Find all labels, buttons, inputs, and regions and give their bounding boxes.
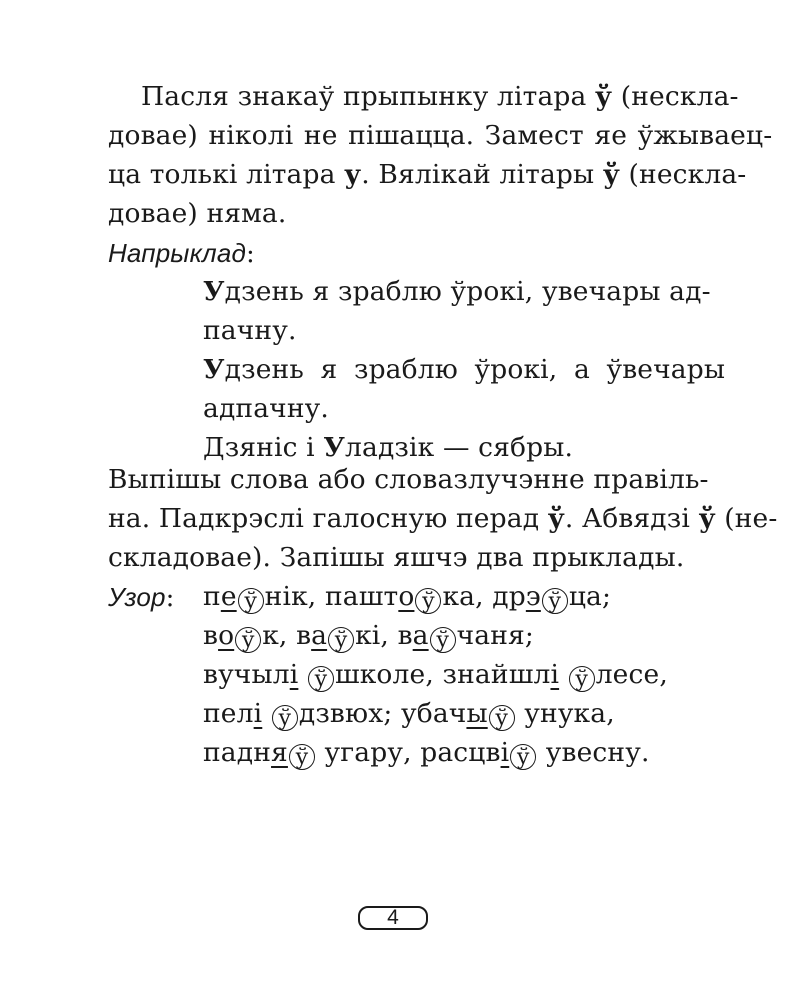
example-line-2: пачну. [203,315,297,346]
letter-u-short: ў [602,159,620,190]
task-line-1: Выпішы слова або словазлучэнне правіль- [108,464,709,495]
underlined-vowel: а [412,620,429,651]
page-number: 4 [358,906,428,930]
underlined-vowel: і [550,659,560,690]
underlined-vowel: і [253,698,263,729]
letter-u: у [344,159,362,190]
rule-line-4: довае) няма. [108,198,287,229]
circled-letter: ў [430,627,456,653]
underlined-vowel: я [271,737,288,768]
circled-letter: ў [415,588,441,614]
circled-letter: ў [272,705,298,731]
underlined-vowel: і [289,659,299,690]
circled-letter: ў [308,666,334,692]
example-label: Напрыклад: [108,238,255,269]
task-line-2: на. Падкрэслі галосную перад ў. Абвядзі ў (не- [108,503,778,534]
underlined-vowel: і [500,737,510,768]
circled-letter: ў [235,627,261,653]
pattern-line-5: падня ў угару, расцві ў увесну. [203,737,650,770]
pattern-label: Узор: [108,582,175,613]
underlined-vowel: е [220,581,237,612]
underlined-vowel: ы [466,698,488,729]
circled-letter: ў [569,666,595,692]
underlined-vowel: о [398,581,415,612]
rule-line-1: Пасля знакаў прыпынку літара ў (нескла- [141,81,739,112]
circled-letter: ў [542,588,568,614]
rule-line-2: довае) ніколі не пішацца. Замест яе ўжываец- [108,120,773,151]
underlined-vowel: э [525,581,541,612]
circled-letter: ў [328,627,354,653]
task-line-3: складовае). Запішы яшчэ два прыклады. [108,542,685,573]
pattern-line-4: пелі ў дзвюх; убачы ў унука, [203,698,615,731]
pattern-line-1: пе ў нік, пашто ў ка, дрэ ў ца; [203,581,612,614]
pattern-line-3: вучылі ў школе, знайшлі ў лесе, [203,659,668,692]
circled-letter: ў [489,705,515,731]
pattern-line-2: во ў к, ва ў кі, ва ў чаня; [203,620,535,653]
circled-letter: ў [238,588,264,614]
example-line-4: адпачну. [203,393,329,424]
circled-letter: ў [510,744,536,770]
underlined-vowel: а [311,620,328,651]
letter-u-short: ў [595,81,613,112]
circled-letter: ў [289,744,315,770]
example-line-1: Удзень я зраблю ўрокі, увечары ад- [203,276,711,307]
example-line-3: Удзень я зраблю ўрокі, а ўвечары [203,354,726,385]
underlined-vowel: о [218,620,235,651]
example-line-5: Дзяніс і Уладзік — сябры. [203,432,574,463]
rule-line-3: ца толькі літара у. Вялікай літары ў (нескла- [108,159,747,190]
